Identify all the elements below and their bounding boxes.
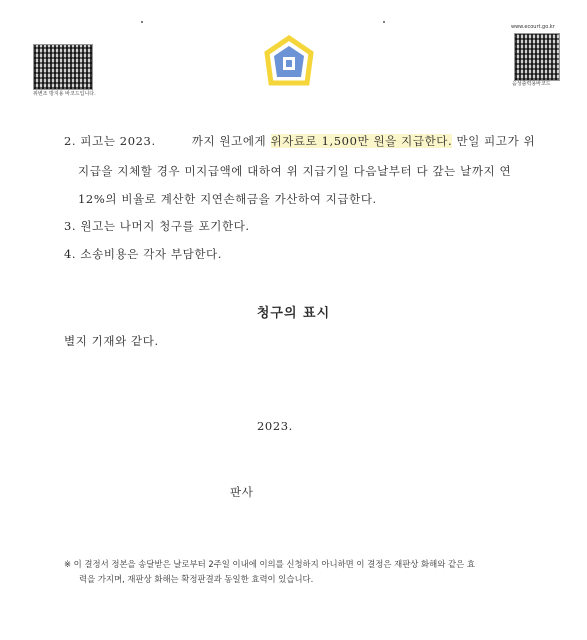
voice-output-barcode (514, 33, 560, 81)
order-item-2-line-2: 지급을 지체할 경우 미지급액에 대하여 위 지급기일 다음날부터 다 갚는 날까지 연 (78, 164, 512, 178)
order-item-2-line-3: 12%의 비율로 계산한 지연손해금을 가산하여 지급한다. (78, 192, 377, 206)
anti-forgery-barcode (33, 44, 93, 90)
legal-note-line-1: ※ 이 결정서 정본을 송달받은 날로부터 2주일 이내에 이의를 신청하지 아니하면 이 결정은 재판상 화해와 같은 효 (64, 559, 475, 569)
judge-label: 판사 (230, 485, 254, 499)
court-emblem-icon (262, 35, 316, 91)
site-url: www.ecourt.go.kr (511, 24, 555, 30)
item2-suffix: 만일 피고가 위 (452, 134, 536, 148)
order-item-3: 3. 원고는 나머지 청구를 포기한다. (64, 219, 250, 233)
claim-text: 별지 기재와 같다. (64, 334, 159, 348)
scan-speck (141, 21, 143, 23)
barcode-caption-right: 음성출력용바코드 (512, 81, 551, 87)
barcode-caption-left: 위변조 방지용 바코드입니다. (33, 91, 96, 97)
item2-mid: 까지 원고에게 (191, 134, 271, 148)
order-item-4: 4. 소송비용은 각자 부담한다. (64, 247, 222, 261)
order-item-2-line-1 (64, 133, 535, 149)
legal-note-line-2: 력을 가지며, 재판상 화해는 확정판결과 동일한 효력이 있습니다. (79, 574, 314, 584)
claim-heading: 청구의 표시 (256, 306, 331, 321)
scan-speck (383, 21, 385, 23)
item2-prefix: 2. 피고는 2023. (64, 134, 156, 148)
decision-date: 2023. (257, 419, 293, 433)
item2-highlight: 위자료로 1,500만 원을 지급한다. (270, 134, 453, 148)
